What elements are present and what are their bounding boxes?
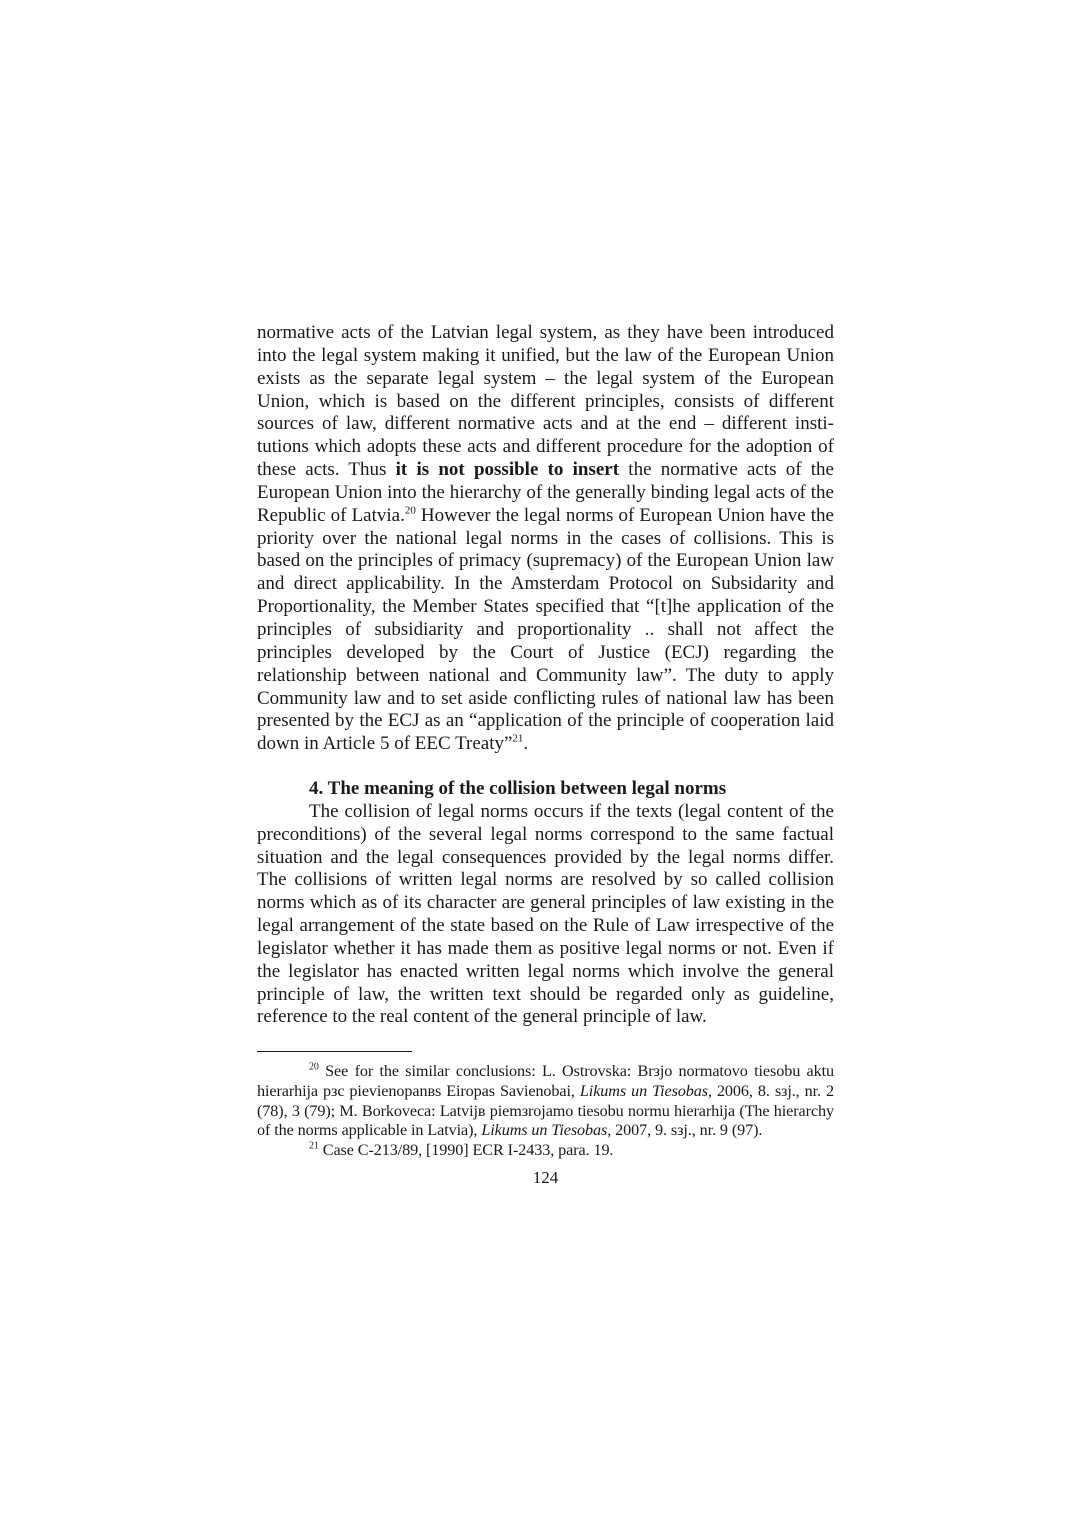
footnote-20-text-a: See for the similar conclusions: L. Ostrovska: Brзjo normatovo tiesobu aktu hierarhija pзc pievienopanвs Eiropas Savienobai, bbox=[257, 1062, 834, 1101]
section-heading: 4. The meaning of the collision between legal norms bbox=[309, 778, 727, 800]
footnote-20-journal-2: Likums un Tiesobas bbox=[481, 1121, 608, 1140]
body-paragraph-1 bbox=[257, 322, 834, 756]
paragraph-1-text-d: . bbox=[523, 733, 529, 755]
footnote-21-text: Case C-213/89, [1990] ECR I-2433, para. 19. bbox=[318, 1141, 614, 1160]
paragraph-1-text-a: normative acts of the Latvian legal system, as they have been introduced into the legal system making it unified, but the law of the European Union exists as the separate legal system – the legal system of the European Union, which is based on the different principles, consists of different sources of law, different normative acts and at the end – different institutions which adopts these acts and different procedure for the adoption of these acts. Thus bbox=[257, 322, 834, 481]
footnote-ref-20[interactable]: 20 bbox=[404, 504, 416, 517]
footnote-20-marker: 20 bbox=[309, 1061, 319, 1073]
footnote-separator bbox=[257, 1051, 412, 1052]
page-content bbox=[257, 322, 834, 1188]
footnote-21 bbox=[257, 1141, 834, 1161]
footnote-21-marker: 21 bbox=[309, 1140, 319, 1152]
footnote-20-text-c: , 2007, 9. sзj., nr. 9 (97). bbox=[607, 1121, 763, 1140]
paragraph-1-text-c: However the legal norms of European Union have the priority over the national legal norms in the cases of collisions. This is based on the principles of primacy (supremacy) of the European Union law and direct applicability. In the Amsterdam Protocol on Subsidarity and Proportionality, the Member States specified that “[t]he application of the principles of subsidiarity and proportionality .. shall not affect the principles developed by the Court of Justice (ECJ) regarding the relationship between national and Community law”. The duty to apply Community law and to set aside conflicting rules of national law has been presented by the ECJ as an “application of the principle of cooperation laid down in Article 5 of EEC Treaty” bbox=[257, 504, 834, 755]
emphasized-phrase: it is not possible to insert bbox=[395, 459, 620, 481]
paragraph-1-text-b: the normative acts of the European Union into the hierarchy of the generally binding legal acts of the Republic of Latvia. bbox=[257, 459, 834, 526]
footnote-20-journal-1: Likums un Tiesobas bbox=[579, 1082, 708, 1101]
footnote-20 bbox=[257, 1062, 834, 1141]
page-number: 124 bbox=[532, 1167, 559, 1187]
body-paragraph-2: The collision of legal norms occurs if the texts (legal content of the preconditions) of the several legal norms correspond to the same factual situation and the legal consequences provided by the legal norms differ. The collisions of written legal norms are resolved by so called collision norms which as of its character are general principles of law existing in the legal arrangement of the state based on the Rule of Law irrespective of the legislator whether it has made them as positive legal norms or not. Even if the legislator has enacted written legal norms which involve the general principle of law, the written text should be regarded only as guideline, reference to the real content of the general principle of law. bbox=[257, 800, 834, 1028]
footnote-20-text-b: , 2006, 8. sзj., nr. 2 (78), 3 (79); M. Borkoveca: Latvijв piemзrojamo tiesobu normu hierarhija (The hierarchy of the norms applicable in Latvia), bbox=[257, 1082, 835, 1140]
footnote-ref-21[interactable]: 21 bbox=[512, 732, 524, 745]
